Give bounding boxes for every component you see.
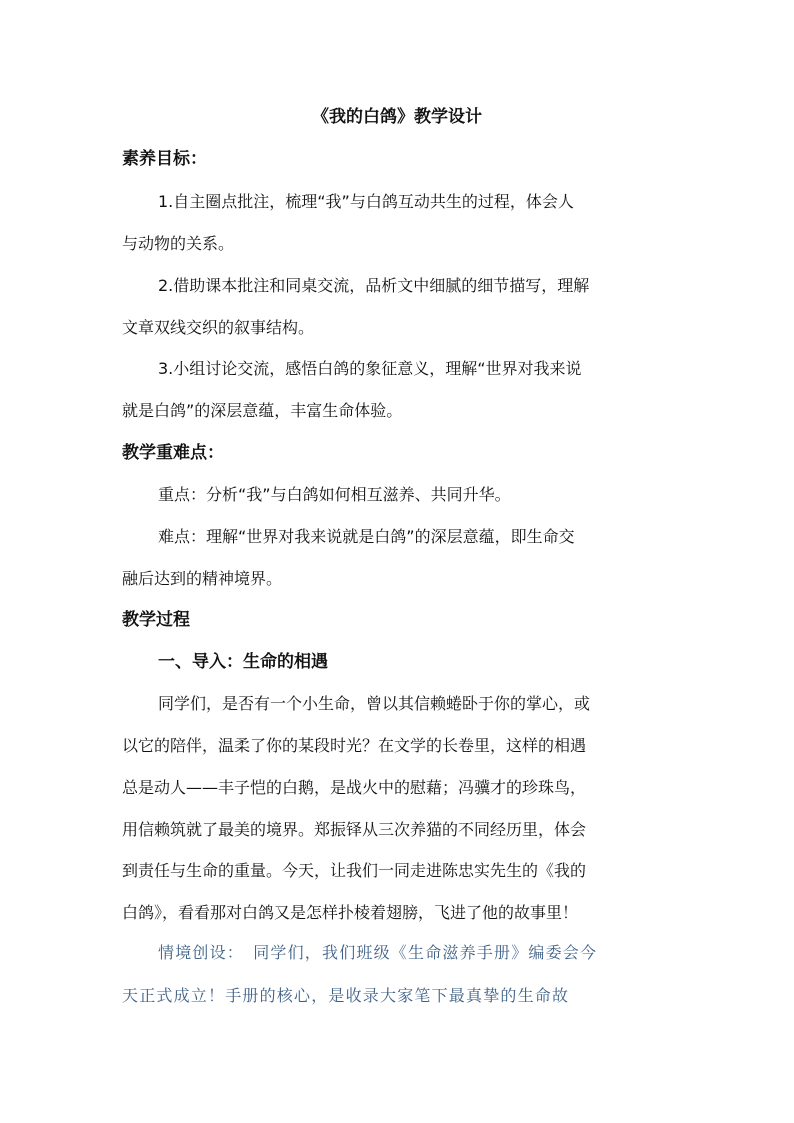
goal-1-line-2: 与动物的关系。 [122,234,235,253]
part-1-heading: 一、导入：生命的相遇 [158,652,328,672]
key-point-line: 重点：分析“我”与白鸽如何相互滋养、共同升华。 [158,485,511,504]
goal-2-line-2: 文章双线交织的叙事结构。 [122,318,315,337]
document-title: 《我的白鸽》教学设计 [312,107,482,127]
intro-line-5: 到责任与生命的重量。今天，让我们一同走进陈忠实先生的《我的 [122,861,587,880]
goal-2-line-1: 2.借助课本批注和同桌交流，品析文中细腻的细节描写，理解 [158,276,590,295]
scene-line-1: 情境创设： 同学们，我们班级《生命滋养手册》编委会今 [158,943,598,962]
key-points-heading: 教学重难点： [122,443,224,463]
scene-line-2: 天正式成立！手册的核心，是收录大家笔下最真挚的生命故 [122,986,570,1005]
intro-line-6: 白鸽》，看看那对白鸽又是怎样扑棱着翅膀，飞进了他的故事里！ [122,903,579,922]
intro-line-1: 同学们，是否有一个小生命，曾以其信赖蜷卧于你的掌心，或 [158,694,591,713]
goal-3-line-1: 3.小组讨论交流，感悟白鸽的象征意义，理解“世界对我来说 [158,359,582,378]
goal-1-line-1: 1.自主圈点批注，梳理“我”与白鸽互动共生的过程，体会人 [158,192,574,211]
intro-line-4: 用信赖筑就了最美的境界。郑振铎从三次养猫的不同经历里，体会 [122,820,587,839]
difficulty-line-1: 难点：理解“世界对我来说就是白鸽”的深层意蕴，即生命交 [158,527,575,546]
process-heading: 教学过程 [122,610,190,630]
intro-line-3: 总是动人——丰子恺的白鹅，是战火中的慰藉；冯骥才的珍珠鸟， [122,778,587,797]
intro-line-2: 以它的陪伴，温柔了你的某段时光？在文学的长卷里，这样的相遇 [122,736,587,755]
goals-heading: 素养目标： [122,149,207,169]
goal-3-line-2: 就是白鸽”的深层意蕴，丰富生命体验。 [122,401,403,420]
difficulty-line-2: 融后达到的精神境界。 [122,569,283,588]
